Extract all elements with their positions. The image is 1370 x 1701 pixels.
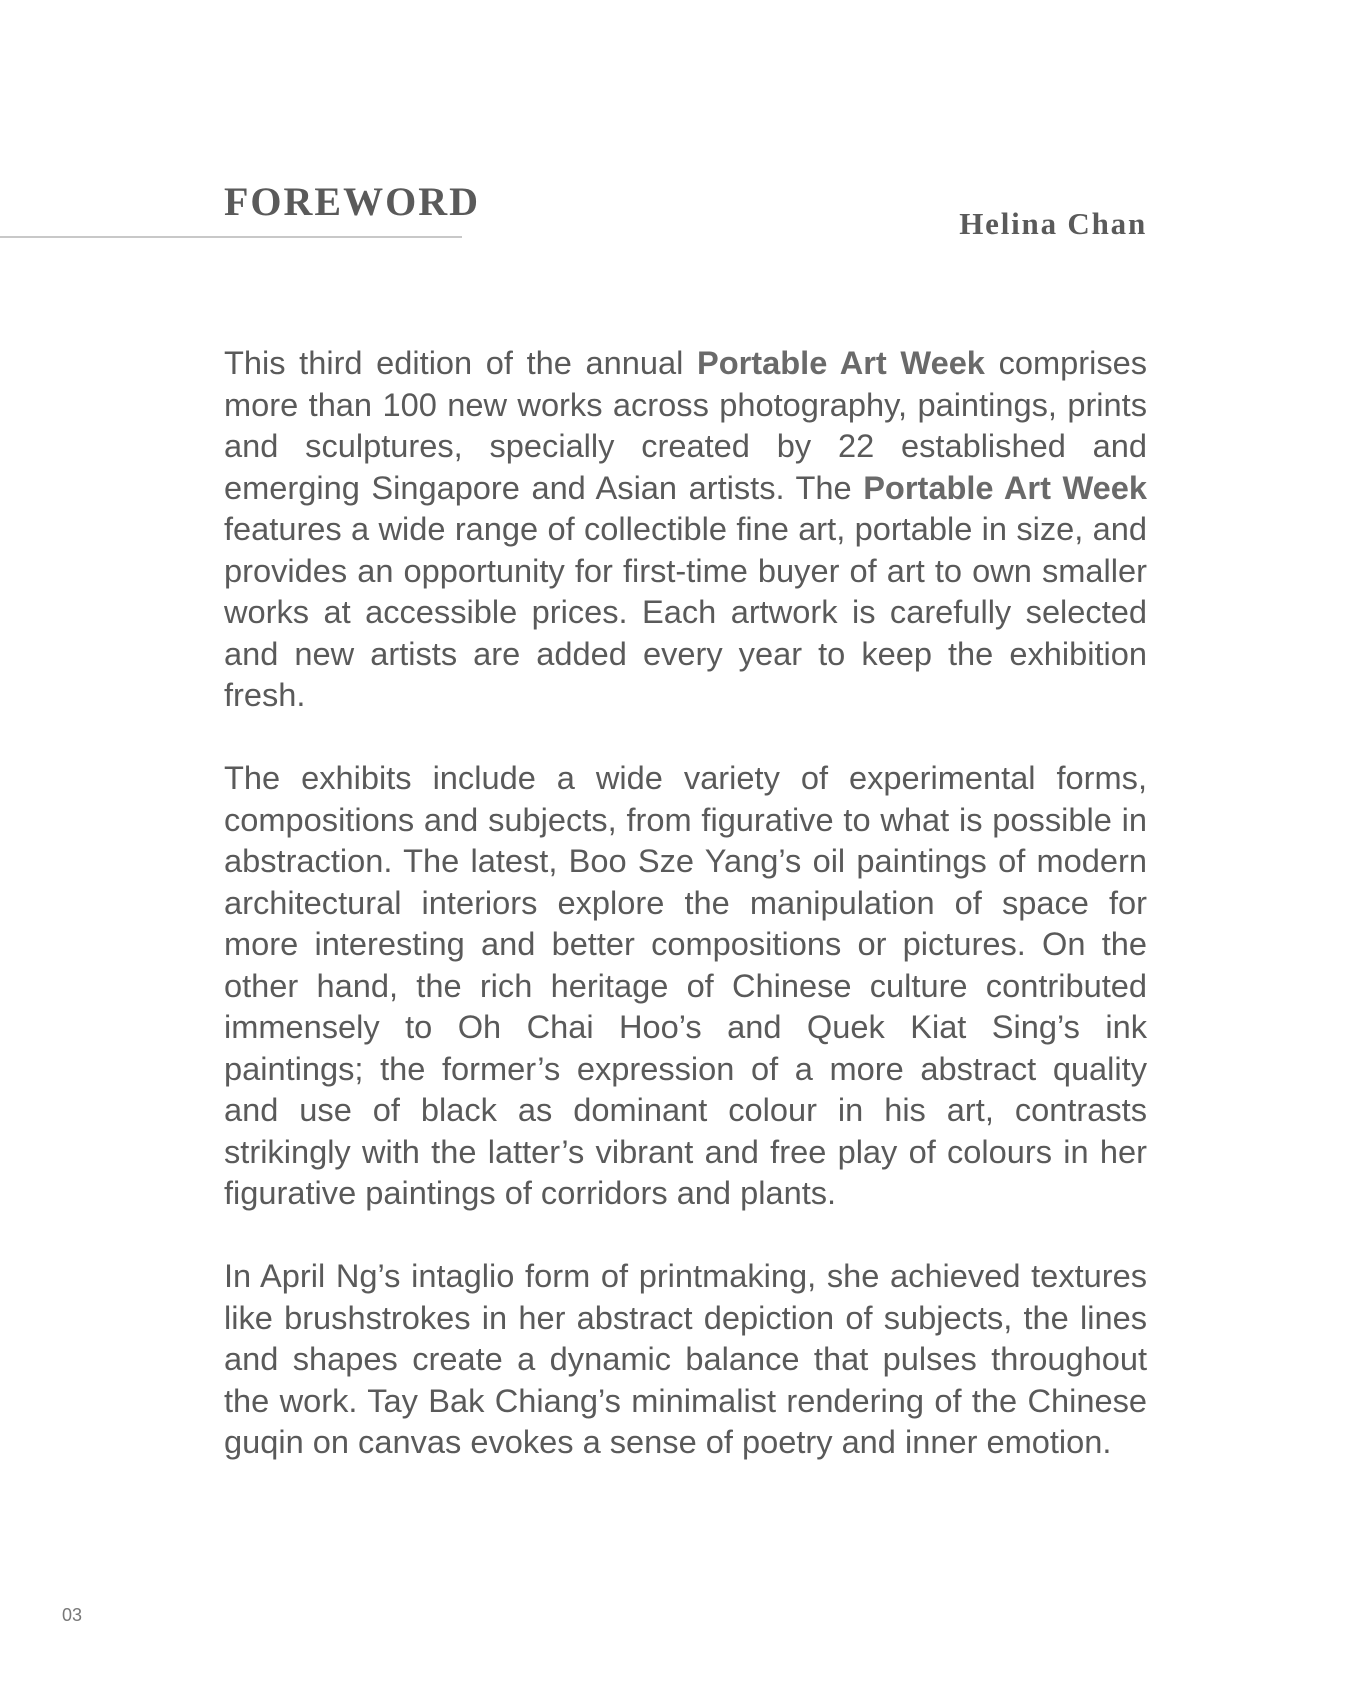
paragraph-2: The exhibits include a wide variety of experimental forms, compositions and subjects, from figurative to what is possible in abstraction. The latest, Boo Sze Yang’s oil paintings of modern architectural interiors explore the manipulation of space for more interesting and better compositions or pictures. On the other hand, the rich heritage of Chinese culture contributed immensely to Oh Chai Hoo’s and Quek Kiat Sing’s ink paintings; the former’s expression of a more abstract quality and use of black as dominant colour in his art, contrasts strikingly with the latter’s vibrant and free play of colours in her figurative paintings of corridors and plants. [224,759,1147,1211]
event-name-emphasis: Portable Art Week [696,344,985,381]
page-title: FOREWORD [224,179,480,224]
paragraph-1-part-c: comprises more than 100 new works across photography, paintings, prints and sculptures, specially created by 22 established and emerging Singapore and Asian artists. The [224,344,1148,506]
paragraph-1-part-e: features a wide range of collectible fine art, portable in size, and provides an opportunity for first-time buyer of art to own smaller works at accessible prices. Each artwork is carefully selected and new artists are added every year to keep the exhibition fresh. [224,510,1147,713]
author-name: Helina Chan [959,206,1147,241]
foreword-body [224,342,1147,1463]
event-name-emphasis: Portable Art Week [863,468,1147,506]
page-number: 03 [62,1605,83,1625]
paragraph-1 [224,342,1147,716]
paragraph-1-part-a: This third edition of the annual [224,344,697,381]
paragraph-3: In April Ng’s intaglio form of printmaking, she achieved textures like brushstrokes in her abstract depiction of subjects, the lines and shapes create a dynamic balance that pulses throughout the work. Tay Bak Chiang’s minimalist rendering of the Chinese guqin on canvas evokes a sense of poetry and inner emotion. [224,1257,1147,1460]
title-underline [0,236,462,238]
